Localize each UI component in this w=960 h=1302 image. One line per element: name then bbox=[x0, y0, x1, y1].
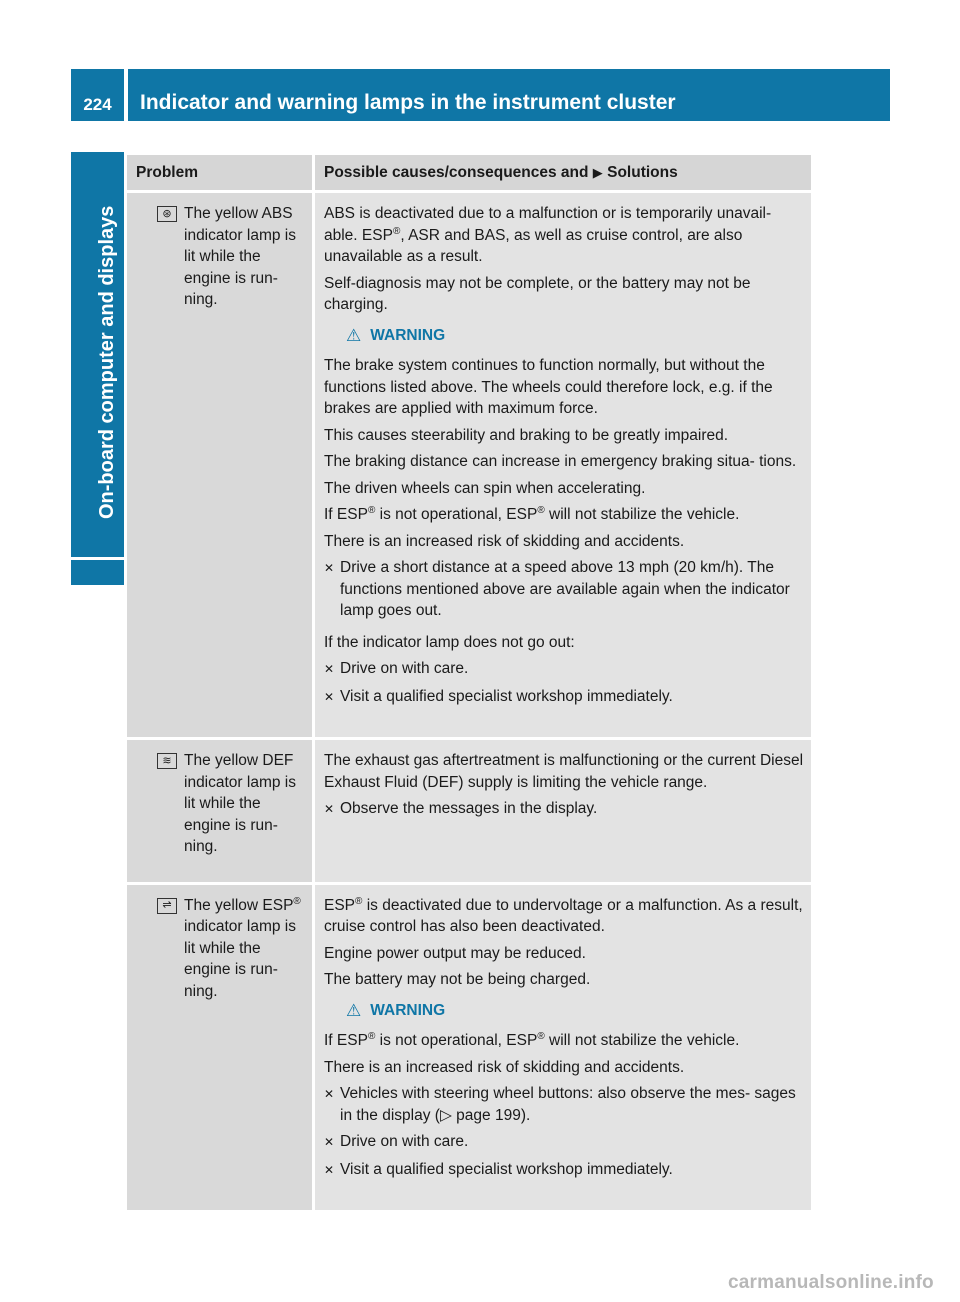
solution-paragraph: The exhaust gas aftertreatment is malfunctioning or the current Diesel Exhaust Fluid (DEF) supply is limiting the vehicle range. bbox=[324, 752, 804, 791]
solution-paragraph: This causes steerability and braking to be greatly impaired. bbox=[324, 426, 729, 444]
warning-heading bbox=[346, 325, 805, 347]
instruction-step bbox=[324, 686, 805, 709]
section-title: Indicator and warning lamps in the instrument cluster bbox=[140, 91, 676, 114]
solution-paragraph: The brake system continues to function normally, but without the functions listed above. The wheels could therefore lock, e.g. if the brakes are applied with maximum force. bbox=[324, 357, 773, 417]
solution-paragraph: There is an increased risk of skidding and accidents. bbox=[324, 532, 685, 550]
table-header-row bbox=[127, 155, 811, 190]
solution-paragraph: The battery may not be being charged. bbox=[324, 971, 591, 988]
warning-heading bbox=[346, 1000, 805, 1022]
esp-lamp-icon: ⇌ bbox=[157, 898, 177, 914]
warning-triangle-icon: ⚠ bbox=[346, 1000, 362, 1020]
instruction-step bbox=[324, 557, 805, 622]
table-row bbox=[127, 882, 811, 1211]
solution-paragraph bbox=[324, 504, 805, 526]
page-number-box bbox=[71, 69, 124, 121]
instruction-step bbox=[324, 798, 805, 821]
text-span: will not stabilize the vehicle. bbox=[544, 1032, 740, 1049]
table-row bbox=[127, 190, 811, 737]
step-text: Visit a qualified specialist workshop immediately. bbox=[340, 687, 673, 705]
step-arrow-icon: ✕ bbox=[324, 689, 335, 704]
solution-paragraph: Self-diagnosis may not be complete, or the battery may not be charging. bbox=[324, 274, 751, 313]
problem-text: The yellow ABS indicator lamp is lit while the engine is run- ning. bbox=[184, 205, 296, 308]
text-span: is not operational, ESP bbox=[375, 506, 538, 523]
table-row bbox=[127, 737, 811, 882]
indicator-lamps-table bbox=[127, 155, 811, 1210]
step-text: Drive on with care. bbox=[340, 1133, 469, 1150]
text-span: indicator lamp is lit while the engine is run- ning. bbox=[184, 918, 296, 1000]
instruction-step bbox=[324, 658, 805, 681]
step-text: Visit a qualified specialist workshop immediately. bbox=[340, 1160, 673, 1178]
chapter-tab-marker bbox=[71, 560, 124, 585]
page-number: 224 bbox=[83, 95, 112, 114]
step-arrow-icon: ✕ bbox=[324, 662, 335, 676]
watermark-brand: carmanualsonline.info bbox=[728, 1272, 934, 1293]
text-span: ABS is deactivated due to a malfunction or is temporarily unavail- able. ESP bbox=[324, 205, 772, 244]
play-arrow-icon: ▶ bbox=[592, 164, 603, 180]
text-span: , ASR and BAS, as well as cruise control, are also unavailable as a result. bbox=[324, 226, 743, 265]
step-arrow-icon: ✕ bbox=[324, 1087, 335, 1101]
text-span: ESP bbox=[324, 896, 356, 914]
text-span: is not operational, ESP bbox=[375, 1032, 538, 1049]
text-span: is deactivated due to undervoltage or a malfunction. As a result, cruise control has also been deactivated. bbox=[324, 896, 803, 935]
solutions-column-header bbox=[312, 155, 811, 190]
solution-paragraph: There is an increased risk of skidding and accidents. bbox=[324, 1058, 685, 1076]
step-text: Drive on with care. bbox=[340, 660, 469, 677]
text-span: The yellow ESP bbox=[184, 896, 294, 914]
solution-paragraph: The braking distance can increase in emergency braking situa- tions. bbox=[324, 453, 797, 470]
step-arrow-icon: ✕ bbox=[324, 802, 335, 816]
warning-label: WARNING bbox=[370, 326, 446, 344]
instruction-step bbox=[324, 1159, 805, 1182]
step-text: Drive a short distance at a speed above 13 mph (20 km/h). The functions mentioned above are available again when the indicator lamp goes out. bbox=[340, 559, 790, 619]
chapter-label: On-board computer and displays bbox=[96, 205, 118, 519]
problem-text bbox=[184, 895, 309, 1003]
instruction-step bbox=[324, 1131, 805, 1154]
registered-mark: ® bbox=[293, 895, 301, 907]
solution-paragraph: The driven wheels can spin when accelerating. bbox=[324, 479, 646, 497]
solution-paragraph bbox=[324, 1030, 805, 1052]
solution-paragraph bbox=[324, 203, 805, 268]
text-span: will not stabilize the vehicle. bbox=[544, 506, 740, 523]
section-header bbox=[128, 69, 890, 121]
text-span: If ESP bbox=[324, 506, 368, 523]
problem-text: The yellow DEF indicator lamp is lit while the engine is run- ning. bbox=[184, 752, 296, 855]
solution-cell bbox=[312, 190, 811, 737]
solution-cell bbox=[312, 737, 811, 882]
registered-mark: ® bbox=[537, 1030, 545, 1042]
solution-paragraph: Engine power output may be reduced. bbox=[324, 944, 586, 962]
abs-lamp-icon: ⊛ bbox=[157, 206, 177, 222]
problem-cell bbox=[127, 882, 312, 1211]
step-arrow-icon: ✕ bbox=[324, 561, 335, 575]
solution-cell bbox=[312, 882, 811, 1211]
registered-mark: ® bbox=[355, 895, 363, 907]
warning-triangle-icon: ⚠ bbox=[346, 325, 362, 345]
solutions-header-suffix: Solutions bbox=[607, 163, 678, 181]
solution-paragraph bbox=[324, 895, 805, 938]
registered-mark: ® bbox=[367, 1030, 376, 1042]
problem-column-header: Problem bbox=[127, 155, 312, 190]
chapter-side-tab bbox=[71, 152, 124, 557]
solutions-header-prefix: Possible causes/consequences and bbox=[324, 163, 589, 181]
registered-mark: ® bbox=[537, 504, 545, 516]
step-arrow-icon: ✕ bbox=[324, 1162, 335, 1177]
step-arrow-icon: ✕ bbox=[324, 1135, 335, 1149]
text-span: If ESP bbox=[324, 1032, 368, 1049]
problem-cell bbox=[127, 190, 312, 737]
solution-paragraph: If the indicator lamp does not go out: bbox=[324, 633, 575, 651]
step-text: Vehicles with steering wheel buttons: also observe the mes- sages in the display (▷ page 199). bbox=[340, 1085, 796, 1124]
warning-label: WARNING bbox=[370, 1001, 446, 1019]
registered-mark: ® bbox=[367, 504, 376, 516]
instruction-step bbox=[324, 1083, 805, 1126]
problem-cell bbox=[127, 737, 312, 882]
step-text: Observe the messages in the display. bbox=[340, 800, 598, 817]
def-lamp-icon: ≋ bbox=[157, 753, 177, 769]
registered-mark: ® bbox=[392, 225, 401, 237]
